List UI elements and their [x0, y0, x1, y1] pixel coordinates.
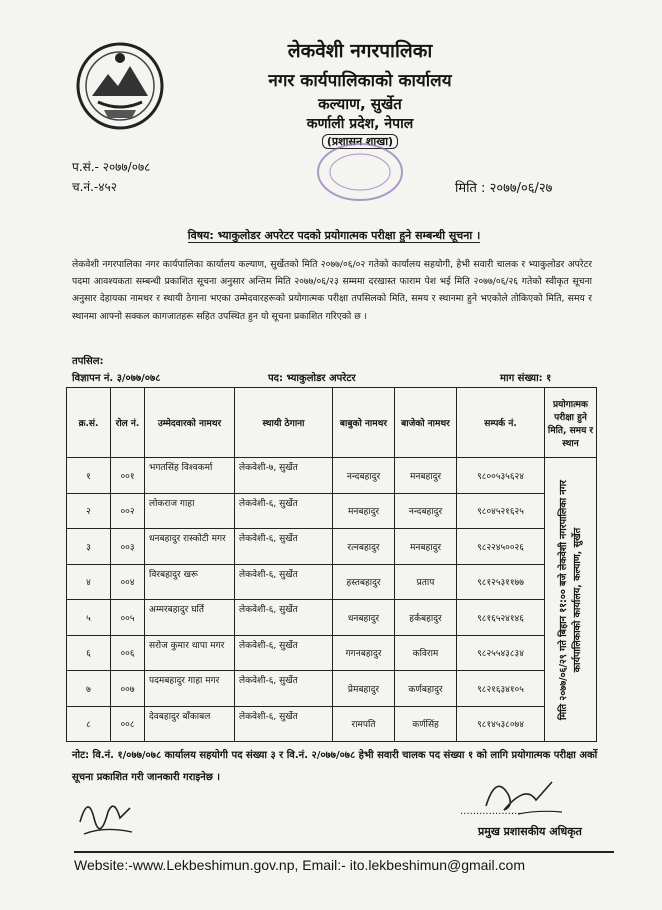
father-cell: रामपति	[333, 706, 395, 742]
candidate-cell: धनबहादुर रास्कोटी मगर	[145, 529, 235, 565]
table-row	[67, 529, 597, 565]
roll-cell: ००७	[111, 671, 145, 707]
grandfather-cell: कर्णबहादुर	[395, 671, 457, 707]
address-cell: लेकवेशी-६, सुर्खेत	[235, 493, 333, 529]
office-name: नगर कार्यपालिकाको कार्यालय	[268, 71, 452, 91]
table-header-row	[67, 388, 597, 458]
municipality-name: लेकवेशी नगरपालिका	[287, 40, 433, 62]
serial-cell: १	[67, 458, 111, 494]
grandfather-cell: हर्कबहादुर	[395, 600, 457, 636]
post-name: पद: भ्याकुलोडर अपरेटर	[268, 373, 356, 384]
grandfather-cell: प्रताप	[395, 564, 457, 600]
details-label: तपसिल:	[72, 356, 104, 367]
officer-title: प्रमुख प्रशासकीय अधिकृत	[478, 825, 582, 838]
col-serial: क्र.सं.	[67, 388, 111, 458]
serial-cell: ७	[67, 671, 111, 707]
serial-cell: ६	[67, 635, 111, 671]
father-cell: रत्नबहादुर	[333, 529, 395, 565]
notice-body: लेकवेशी नगरपालिका नगर कार्यपालिका कार्यालय कल्याण, सुर्खेतको मिति २०७७/०६/०२ गतेको कार्यालय सहयोगी, हेभी सवारी चालक र भ्याकुलोडर अपरेटर पदमा आवश्यकता सम्बन्धी प्रकाशित सूचना अनुसार अन्तिम मिति २०७७/०६/२३ सम्ममा दरखास्त फाराम पेश भई मिति २०७७/०६/२६ गतेको स्वीकृत सूचना अनुसार देहायका नामथर र स्थायी ठेगाना भएका उम्मेदवारहरूको प्रयोगात्मक परीक्षा तपसिलको मिति, समय र स्थानमा हुने भएकोले तोकिएको मिति, समय र स्थानमा आफ्नो सक्कल कागजातहरू सहित उपस्थित हुन यो सूचना प्रकाशित गरिएको छ ।	[72, 259, 592, 322]
father-cell: धनबहादुर	[333, 600, 395, 636]
roll-cell: ००८	[111, 706, 145, 742]
serial-cell: ५	[67, 600, 111, 636]
grandfather-cell: कर्णसिंह	[395, 706, 457, 742]
table-row	[67, 493, 597, 529]
contact-cell: ९८००५३५६२४	[457, 458, 545, 494]
col-candidate: उम्मेदवारको नामथर	[145, 388, 235, 458]
candidate-cell: विरबहादुर खरू	[145, 564, 235, 600]
nepal-emblem-icon	[74, 40, 166, 132]
address-cell: लेकवेशी-६, सुर्खेत	[235, 529, 333, 565]
footer-contact: Website:-www.Lekbeshimun.gov.np, Email:- ito.lekbeshimun@gmail.com	[74, 851, 614, 883]
table-row	[67, 458, 597, 494]
contact-cell: ९८१४५३८०७४	[457, 706, 545, 742]
address-cell: लेकवेशी-६, सुर्खेत	[235, 635, 333, 671]
serial-cell: ३	[67, 529, 111, 565]
branch-name: (प्रशासन शाखा)	[170, 134, 550, 149]
col-address: स्थायी ठेगाना	[235, 388, 333, 458]
candidate-cell: लोकराज गाहा	[145, 493, 235, 529]
col-grandfather: बाजेको नामथर	[395, 388, 457, 458]
signature-line: ...................	[460, 806, 521, 817]
col-contact: सम्पर्क नं.	[457, 388, 545, 458]
col-roll: रोल नं.	[111, 388, 145, 458]
candidate-cell: देवबहादुर बाँकाबल	[145, 706, 235, 742]
exam-info-text: मिति २०७७/०६/२९ गते बिहान ११:०० बजे लेकवेशी नगरपालिका नगर कार्यपालिकाको कार्यालय, कल्याण, सुर्खेत	[557, 479, 583, 720]
table-row	[67, 706, 597, 742]
roll-cell: ००१	[111, 458, 145, 494]
address-cell: लेकवेशी-६, सुर्खेत	[235, 671, 333, 707]
serial-cell: ८	[67, 706, 111, 742]
notice-subject: विषय: भ्याकुलोडर अपरेटर पदको प्रयोगात्मक परीक्षा हुने सम्बन्धी सूचना ।	[187, 229, 481, 242]
demand-count: माग संख्या: १	[500, 373, 552, 384]
contact-cell: ९८२५५४३८३४	[457, 635, 545, 671]
roll-cell: ००४	[111, 564, 145, 600]
office-stamp-icon	[314, 140, 406, 204]
serial-cell: २	[67, 493, 111, 529]
office-address: कल्याण, सुर्खेत	[318, 95, 402, 113]
contact-cell: ९८०४५२१६२५	[457, 493, 545, 529]
roll-cell: ००३	[111, 529, 145, 565]
reference-number: प.सं.- २०७७/०७८	[72, 160, 151, 174]
father-cell: हस्तबहादुर	[333, 564, 395, 600]
father-cell: गगनबहादुर	[333, 635, 395, 671]
signature-left-icon	[74, 788, 144, 844]
grandfather-cell: नन्दबहादुर	[395, 493, 457, 529]
table-row	[67, 635, 597, 671]
roll-cell: ००६	[111, 635, 145, 671]
candidate-cell: पदमबहादुर गाहा मगर	[145, 671, 235, 707]
address-cell: लेकवेशी-७, सुर्खेत	[235, 458, 333, 494]
address-cell: लेकवेशी-६, सुर्खेत	[235, 706, 333, 742]
dispatch-number: च.नं.-४५२	[72, 180, 117, 194]
contact-cell: ९८१६५२४१४६	[457, 600, 545, 636]
grandfather-cell: मनबहादुर	[395, 529, 457, 565]
province-name: कर्णाली प्रदेश, नेपाल	[306, 116, 414, 132]
contact-cell: ९८२२४५००२६	[457, 529, 545, 565]
candidate-cell: भगतसिंह विश्वकर्मा	[145, 458, 235, 494]
address-cell: लेकवेशी-६, सुर्खेत	[235, 564, 333, 600]
exam-info-cell	[545, 458, 597, 742]
grandfather-cell: कविराम	[395, 635, 457, 671]
serial-cell: ४	[67, 564, 111, 600]
grandfather-cell: मनबहादुर	[395, 458, 457, 494]
notice-date: मिति : २०७७/०६/२७	[455, 181, 553, 196]
col-exam-info: प्रयोगात्मक परीक्षा हुने मिति, समय र स्थान	[545, 388, 597, 458]
father-cell: नन्दबहादुर	[333, 458, 395, 494]
contact-cell: ९८२१६३४१०५	[457, 671, 545, 707]
contact-cell: ९८१२५३११७७	[457, 564, 545, 600]
roll-cell: ००५	[111, 600, 145, 636]
notice-note: नोट: वि.नं. १/०७७/०७८ कार्यालय सहयोगी पद संख्या ३ र वि.नं. २/०७७/०७८ हेभी सवारी चालक पद संख्या १ को लागि प्रयोगात्मक परीक्षा अर्को सूचना प्रकाशित गरी जानकारी गराइनेछ ।	[72, 750, 598, 783]
col-father: बाबुको नामथर	[333, 388, 395, 458]
table-row	[67, 671, 597, 707]
address-cell: लेकवेशी-६, सुर्खेत	[235, 600, 333, 636]
table-row	[67, 600, 597, 636]
advert-number: विज्ञापन नं. ३/०७७/०७८	[72, 373, 161, 384]
father-cell: मनबहादुर	[333, 493, 395, 529]
roll-cell: ००२	[111, 493, 145, 529]
candidate-cell: सरोज कुमार थापा मगर	[145, 635, 235, 671]
table-row	[67, 564, 597, 600]
candidate-cell: अम्मरबहादुर घर्ति	[145, 600, 235, 636]
candidate-table	[66, 387, 597, 742]
father-cell: प्रेमबहादुर	[333, 671, 395, 707]
